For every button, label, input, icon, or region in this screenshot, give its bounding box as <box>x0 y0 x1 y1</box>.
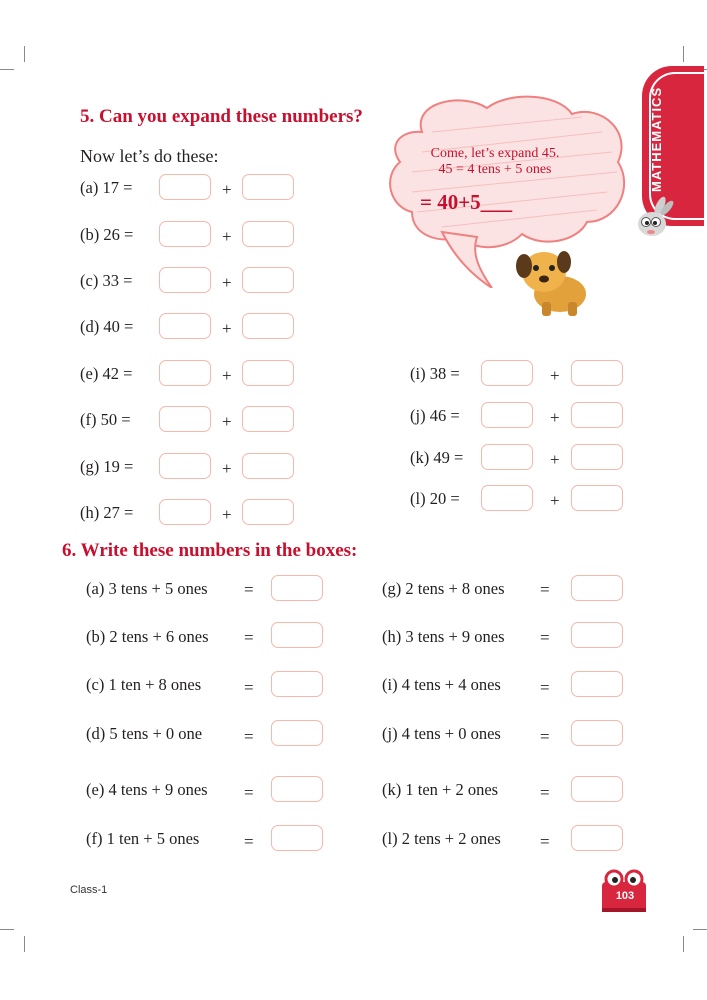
q5-ones-box[interactable] <box>242 406 294 432</box>
q5-ones-box[interactable] <box>242 267 294 293</box>
q6-item-label: (h) 3 tens + 9 ones <box>382 627 505 646</box>
q5-tens-box[interactable] <box>159 499 211 525</box>
q5-item-label: (f) 50 = <box>80 410 131 429</box>
crop-mark <box>0 929 14 930</box>
q5-item-label: (j) 46 = <box>410 406 460 425</box>
equals-sign: = <box>540 628 550 647</box>
q5-ones-box[interactable] <box>242 221 294 247</box>
subject-tab-label: MATHEMATICS <box>649 86 664 192</box>
crop-mark <box>24 936 25 952</box>
plus-sign: + <box>550 491 560 510</box>
plus-sign: + <box>222 227 232 246</box>
crop-mark <box>683 46 684 62</box>
q6-item-label: (d) 5 tens + 0 one <box>86 724 203 743</box>
equals-sign: = <box>540 580 550 599</box>
q6-answer-box[interactable] <box>271 622 323 648</box>
crop-mark <box>24 46 25 62</box>
equals-sign: = <box>244 628 254 647</box>
equals-sign: = <box>540 832 550 851</box>
q6-answer-box[interactable] <box>271 825 323 851</box>
equals-sign: = <box>540 678 550 697</box>
q5-tens-box[interactable] <box>159 453 211 479</box>
q5-tens-box[interactable] <box>159 313 211 339</box>
q5-item-label: (d) 40 = <box>80 317 134 336</box>
q5-ones-box[interactable] <box>242 453 294 479</box>
q5-ones-box[interactable] <box>242 313 294 339</box>
q6-item-label: (b) 2 tens + 6 ones <box>86 627 209 646</box>
bubble-line-2: 45 = 4 tens + 5 ones <box>438 162 552 177</box>
q6-answer-box[interactable] <box>571 776 623 802</box>
q6-item-label: (f) 1 ten + 5 ones <box>86 829 200 848</box>
equals-sign: = <box>244 783 254 802</box>
q5-tens-box[interactable] <box>481 485 533 511</box>
q5-tens-box[interactable] <box>159 406 211 432</box>
rabbit-mascot-icon <box>632 196 676 242</box>
q6-answer-box[interactable] <box>271 671 323 697</box>
plus-sign: + <box>222 505 232 524</box>
q6-item-label: (k) 1 ten + 2 ones <box>382 780 499 799</box>
q6-answer-box[interactable] <box>571 575 623 601</box>
q5-item-label: (k) 49 = <box>410 448 464 467</box>
crop-mark <box>0 69 14 70</box>
q5-tens-box[interactable] <box>159 267 211 293</box>
q5-tens-box[interactable] <box>159 360 211 386</box>
bubble-line-3: = 40+5___ <box>420 190 513 214</box>
q5-item-label: (g) 19 = <box>80 457 134 476</box>
equals-sign: = <box>540 783 550 802</box>
crop-mark <box>693 929 707 930</box>
q5-tens-box[interactable] <box>159 221 211 247</box>
q6-heading: 6. Write these numbers in the boxes: <box>62 540 358 561</box>
q5-item-label: (c) 33 = <box>80 271 133 290</box>
q6-answer-box[interactable] <box>571 622 623 648</box>
dog-mascot-icon <box>512 246 592 318</box>
q5-ones-box[interactable] <box>571 444 623 470</box>
q5-ones-box[interactable] <box>571 402 623 428</box>
q5-item-label: (b) 26 = <box>80 225 134 244</box>
q5-item-label: (e) 42 = <box>80 364 133 383</box>
q6-item-label: (g) 2 tens + 8 ones <box>382 579 505 598</box>
q6-item-label: (i) 4 tens + 4 ones <box>382 675 501 694</box>
q6-answer-box[interactable] <box>271 720 323 746</box>
equals-sign: = <box>244 580 254 599</box>
q6-answer-box[interactable] <box>571 671 623 697</box>
q6-answer-box[interactable] <box>571 825 623 851</box>
plus-sign: + <box>222 366 232 385</box>
q6-answer-box[interactable] <box>571 720 623 746</box>
crop-mark <box>683 936 684 952</box>
q5-tens-box[interactable] <box>481 402 533 428</box>
equals-sign: = <box>244 678 254 697</box>
q5-ones-box[interactable] <box>242 174 294 200</box>
q5-tens-box[interactable] <box>159 174 211 200</box>
q5-tens-box[interactable] <box>481 444 533 470</box>
q6-item-label: (e) 4 tens + 9 ones <box>86 780 208 799</box>
plus-sign: + <box>550 366 560 385</box>
plus-sign: + <box>222 459 232 478</box>
q5-ones-box[interactable] <box>571 360 623 386</box>
plus-sign: + <box>222 319 232 338</box>
plus-sign: + <box>222 180 232 199</box>
plus-sign: + <box>550 408 560 427</box>
q5-intro: Now let’s do these: <box>80 146 219 166</box>
class-label: Class-1 <box>70 884 108 896</box>
page-number: 103 <box>615 890 635 902</box>
q5-ones-box[interactable] <box>242 499 294 525</box>
equals-sign: = <box>244 727 254 746</box>
q6-answer-box[interactable] <box>271 776 323 802</box>
plus-sign: + <box>222 273 232 292</box>
q5-item-label: (i) 38 = <box>410 364 460 383</box>
q6-item-label: (j) 4 tens + 0 ones <box>382 724 501 743</box>
q5-item-label: (a) 17 = <box>80 178 133 197</box>
q5-heading: 5. Can you expand these numbers? <box>80 106 363 127</box>
q6-item-label: (c) 1 ten + 8 ones <box>86 675 202 694</box>
q6-item-label: (l) 2 tens + 2 ones <box>382 829 501 848</box>
q6-answer-box[interactable] <box>271 575 323 601</box>
q5-ones-box[interactable] <box>571 485 623 511</box>
q5-item-label: (h) 27 = <box>80 503 134 522</box>
bubble-line-1: Come, let’s expand 45. <box>430 146 560 161</box>
q5-item-label: (l) 20 = <box>410 489 460 508</box>
equals-sign: = <box>540 727 550 746</box>
plus-sign: + <box>550 450 560 469</box>
equals-sign: = <box>244 832 254 851</box>
q5-tens-box[interactable] <box>481 360 533 386</box>
plus-sign: + <box>222 412 232 431</box>
q5-ones-box[interactable] <box>242 360 294 386</box>
q6-item-label: (a) 3 tens + 5 ones <box>86 579 208 598</box>
